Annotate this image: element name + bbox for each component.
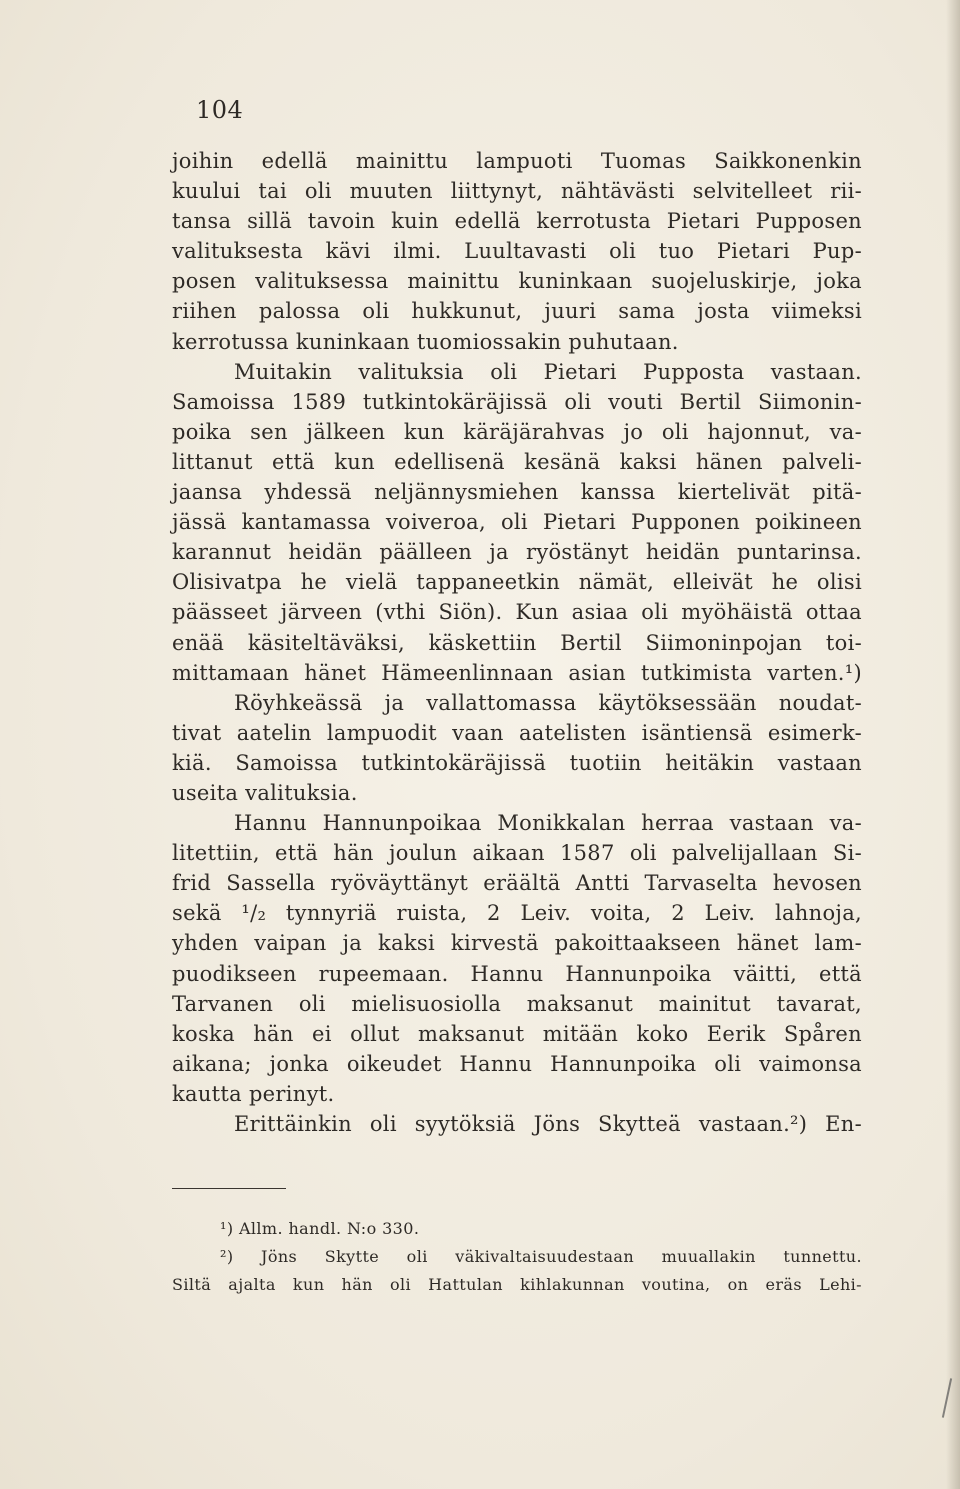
text-line: jaansa yhdessä neljännysmiehen kanssa kiertelivät pitä-	[172, 480, 862, 505]
text-line: kerrotussa kuninkaan tuomiossakin puhutaan.	[172, 329, 679, 354]
page-number: 104	[196, 96, 244, 124]
text-line: riihen palossa oli hukkunut, juuri sama josta viimeksi	[172, 299, 862, 324]
footnote-2: ²) Jöns Skytte oli väkivaltaisuudestaan muuallakin tunnettu.	[220, 1247, 862, 1266]
text-line: littanut että kun edellisenä kesänä kaksi hänen palveli-	[172, 449, 862, 474]
paragraph-start-line: Röyhkeässä ja vallattomassa käytöksessään noudat-	[234, 690, 862, 715]
text-line: yhden vaipan ja kaksi kirvestä pakoittaakseen hänet lam-	[172, 931, 862, 956]
text-line: tansa sillä tavoin kuin edellä kerrotusta Pietari Pupposen	[172, 209, 862, 234]
text-line: mittamaan hänet Hämeenlinnaan asian tutkimista varten.¹)	[172, 660, 862, 685]
text-line: päässeet järveen (vthi Siön). Kun asiaa oli myöhäistä ottaa	[172, 600, 862, 625]
text-line: poika sen jälkeen kun käräjärahvas jo oli hajonnut, va-	[172, 419, 862, 444]
text-line: kiä. Samoissa tutkintokäräjissä tuotiin heitäkin vastaan	[172, 750, 862, 775]
footnote-1: ¹) Allm. handl. N:o 330.	[220, 1219, 420, 1238]
text-line: Tarvanen oli mielisuosiolla maksanut mainitut tavarat,	[172, 991, 862, 1016]
text-line: kuului tai oli muuten liittynyt, nähtävästi selvitelleet rii-	[172, 179, 862, 204]
text-line: aikana; jonka oikeudet Hannu Hannunpoika oli vaimonsa	[172, 1051, 862, 1076]
text-line: litettiin, että hän joulun aikaan 1587 oli palvelijallaan Si-	[172, 841, 862, 866]
text-line: Olisivatpa he vielä tappaneetkin nämät, elleivät he olisi	[172, 570, 862, 595]
text-line: frid Sassella ryöväyttänyt eräältä Antti Tarvaselta hevosen	[172, 871, 862, 896]
paragraph-start-line: Hannu Hannunpoikaa Monikkalan herraa vastaan va-	[234, 811, 862, 836]
paragraph-start-line: Erittäinkin oli syytöksiä Jöns Skytteä vastaan.²) En-	[234, 1112, 862, 1136]
text-line: koska hän ei ollut maksanut mitään koko Eerik Spåren	[172, 1021, 862, 1046]
text-line: valituksesta kävi ilmi. Luultavasti oli tuo Pietari Pup-	[172, 239, 862, 264]
text-line: karannut heidän päälleen ja ryöstänyt heidän puntarinsa.	[172, 540, 862, 565]
text-line: kautta perinyt.	[172, 1081, 335, 1106]
text-line: joihin edellä mainittu lampuoti Tuomas Saikkonenkin	[172, 149, 862, 173]
paragraph-start-line: Muitakin valituksia oli Pietari Pupposta vastaan.	[234, 359, 862, 384]
text-line: tivat aatelin lampuodit vaan aatelisten isäntiensä esimerk-	[172, 720, 862, 745]
text-line: sekä ¹/₂ tynnyriä ruista, 2 Leiv. voita, 2 Leiv. lahnoja,	[172, 901, 862, 926]
text-line: enää käsiteltäväksi, käskettiin Bertil Siimoninpojan toi-	[172, 630, 862, 655]
text-line: posen valituksessa mainittu kuninkaan suojeluskirje, joka	[172, 269, 862, 294]
footnote-2-continuation: Siltä ajalta kun hän oli Hattulan kihlakunnan voutina, on eräs Lehi-	[172, 1275, 862, 1294]
body-text	[172, 146, 862, 1139]
page-edge-shadow	[946, 0, 960, 1489]
text-line: useita valituksia.	[172, 780, 358, 805]
text-line: puodikseen rupeemaan. Hannu Hannunpoika väitti, että	[172, 961, 862, 986]
footnote-divider	[172, 1188, 286, 1189]
footnotes	[172, 1215, 862, 1299]
text-line: jässä kantamassa voiveroa, oli Pietari Pupponen poikineen	[172, 510, 862, 535]
text-line: Samoissa 1589 tutkintokäräjissä oli vouti Bertil Siimonin-	[172, 389, 862, 414]
